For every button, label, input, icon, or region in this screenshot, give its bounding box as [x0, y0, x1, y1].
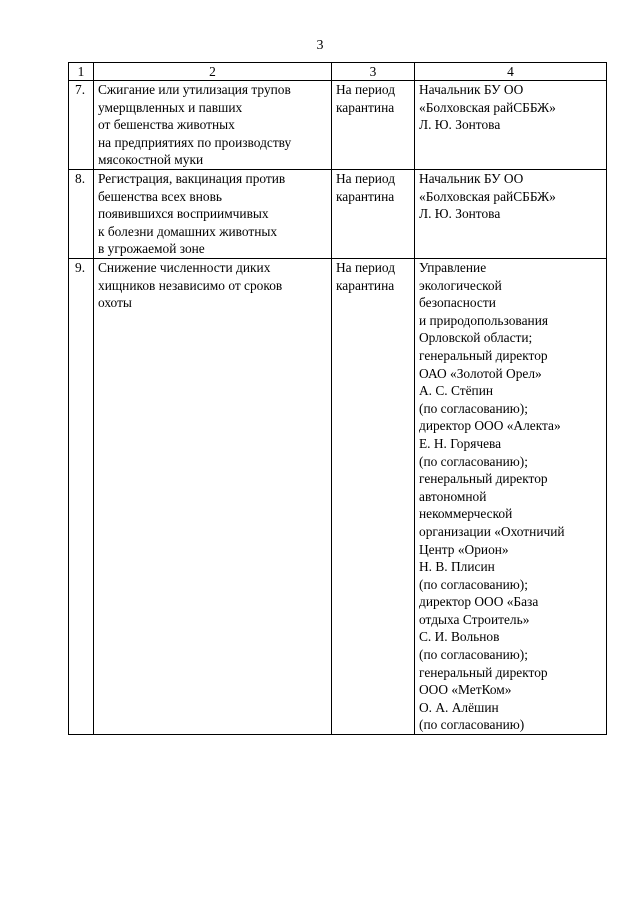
- responsible-line: генеральный директор: [419, 471, 548, 487]
- responsible-line: А. С. Стёпин: [419, 383, 494, 399]
- period-line: карантина: [336, 188, 395, 204]
- period-line: На период: [336, 260, 396, 275]
- table-header-row: [69, 63, 607, 81]
- responsible-line: автономной: [419, 488, 487, 504]
- action-cell: [94, 170, 332, 259]
- responsible-line: и природопользования: [419, 312, 549, 328]
- period-cell: [332, 81, 415, 170]
- row-number-cell: 7.: [69, 81, 94, 170]
- responsible-line: (по согласованию);: [419, 576, 528, 592]
- action-line: в угрожаемой зоне: [98, 241, 205, 257]
- responsible-line: (по согласованию);: [419, 647, 528, 663]
- table-row: [69, 170, 607, 259]
- responsible-line: директор ООО «Алекта»: [419, 418, 561, 434]
- responsible-line: (по согласованию);: [419, 400, 528, 416]
- responsible-line: генеральный директор: [419, 664, 548, 680]
- period-line: карантина: [336, 277, 395, 293]
- responsible-line: О. А. Алёшин: [419, 699, 499, 715]
- action-line: Сжигание или утилизация трупов: [98, 82, 291, 97]
- responsible-line: некоммерческой: [419, 506, 513, 522]
- responsible-cell: [415, 170, 607, 259]
- period-line: карантина: [336, 99, 395, 115]
- responsible-cell: [415, 259, 607, 735]
- responsible-line: генеральный директор: [419, 347, 548, 363]
- row-number-cell: 8.: [69, 170, 94, 259]
- period-cell: [332, 259, 415, 735]
- responsible-line: «Болховская райСББЖ»: [419, 99, 556, 115]
- responsible-line: Л. Ю. Зонтова: [419, 117, 501, 133]
- action-cell: [94, 81, 332, 170]
- responsible-line: (по согласованию);: [419, 453, 528, 469]
- column-header-2: 2: [94, 63, 332, 81]
- action-line: бешенства всех вновь: [98, 188, 223, 204]
- responsible-line: безопасности: [419, 295, 496, 311]
- measures-table: [68, 62, 607, 735]
- responsible-line: директор ООО «База: [419, 594, 539, 610]
- action-line: Снижение численности диких: [98, 260, 271, 275]
- responsible-line: Е. Н. Горячева: [419, 435, 502, 451]
- action-line: мясокостной муки: [98, 152, 204, 168]
- responsible-line: организации «Охотничий: [419, 523, 565, 539]
- period-line: На период: [336, 82, 396, 97]
- period-line: На период: [336, 171, 396, 186]
- action-line: к болезни домашних животных: [98, 223, 278, 239]
- table-row: [69, 81, 607, 170]
- table-row: [69, 259, 607, 735]
- action-line: охоты: [98, 295, 132, 311]
- responsible-line: Л. Ю. Зонтова: [419, 206, 501, 222]
- action-cell: [94, 259, 332, 735]
- responsible-line: (по согласованию): [419, 717, 525, 733]
- responsible-line: Начальник БУ ОО: [419, 82, 524, 97]
- column-header-1: 1: [69, 63, 94, 81]
- responsible-line: ОАО «Золотой Орел»: [419, 365, 542, 381]
- action-line: умерщвленных и павших: [98, 99, 243, 115]
- responsible-cell: [415, 81, 607, 170]
- responsible-line: Начальник БУ ОО: [419, 171, 524, 186]
- column-header-4: 4: [415, 63, 607, 81]
- action-line: Регистрация, вакцинация против: [98, 171, 286, 186]
- action-line: от бешенства животных: [98, 117, 235, 133]
- responsible-line: Н. В. Плисин: [419, 559, 495, 575]
- action-line: на предприятиях по производству: [98, 134, 292, 150]
- responsible-line: «Болховская райСББЖ»: [419, 188, 556, 204]
- responsible-line: Управление: [419, 260, 487, 275]
- responsible-line: Центр «Орион»: [419, 541, 509, 557]
- column-header-3: 3: [332, 63, 415, 81]
- action-line: хищников независимо от сроков: [98, 277, 283, 293]
- row-number-cell: 9.: [69, 259, 94, 735]
- responsible-line: ООО «МетКом»: [419, 682, 512, 698]
- responsible-line: отдыха Строитель»: [419, 611, 530, 627]
- responsible-line: С. И. Вольнов: [419, 629, 500, 645]
- responsible-line: экологической: [419, 277, 502, 293]
- responsible-line: Орловской области;: [419, 330, 533, 346]
- action-line: появившихся восприимчивых: [98, 206, 269, 222]
- page-number: 3: [316, 38, 324, 53]
- period-cell: [332, 170, 415, 259]
